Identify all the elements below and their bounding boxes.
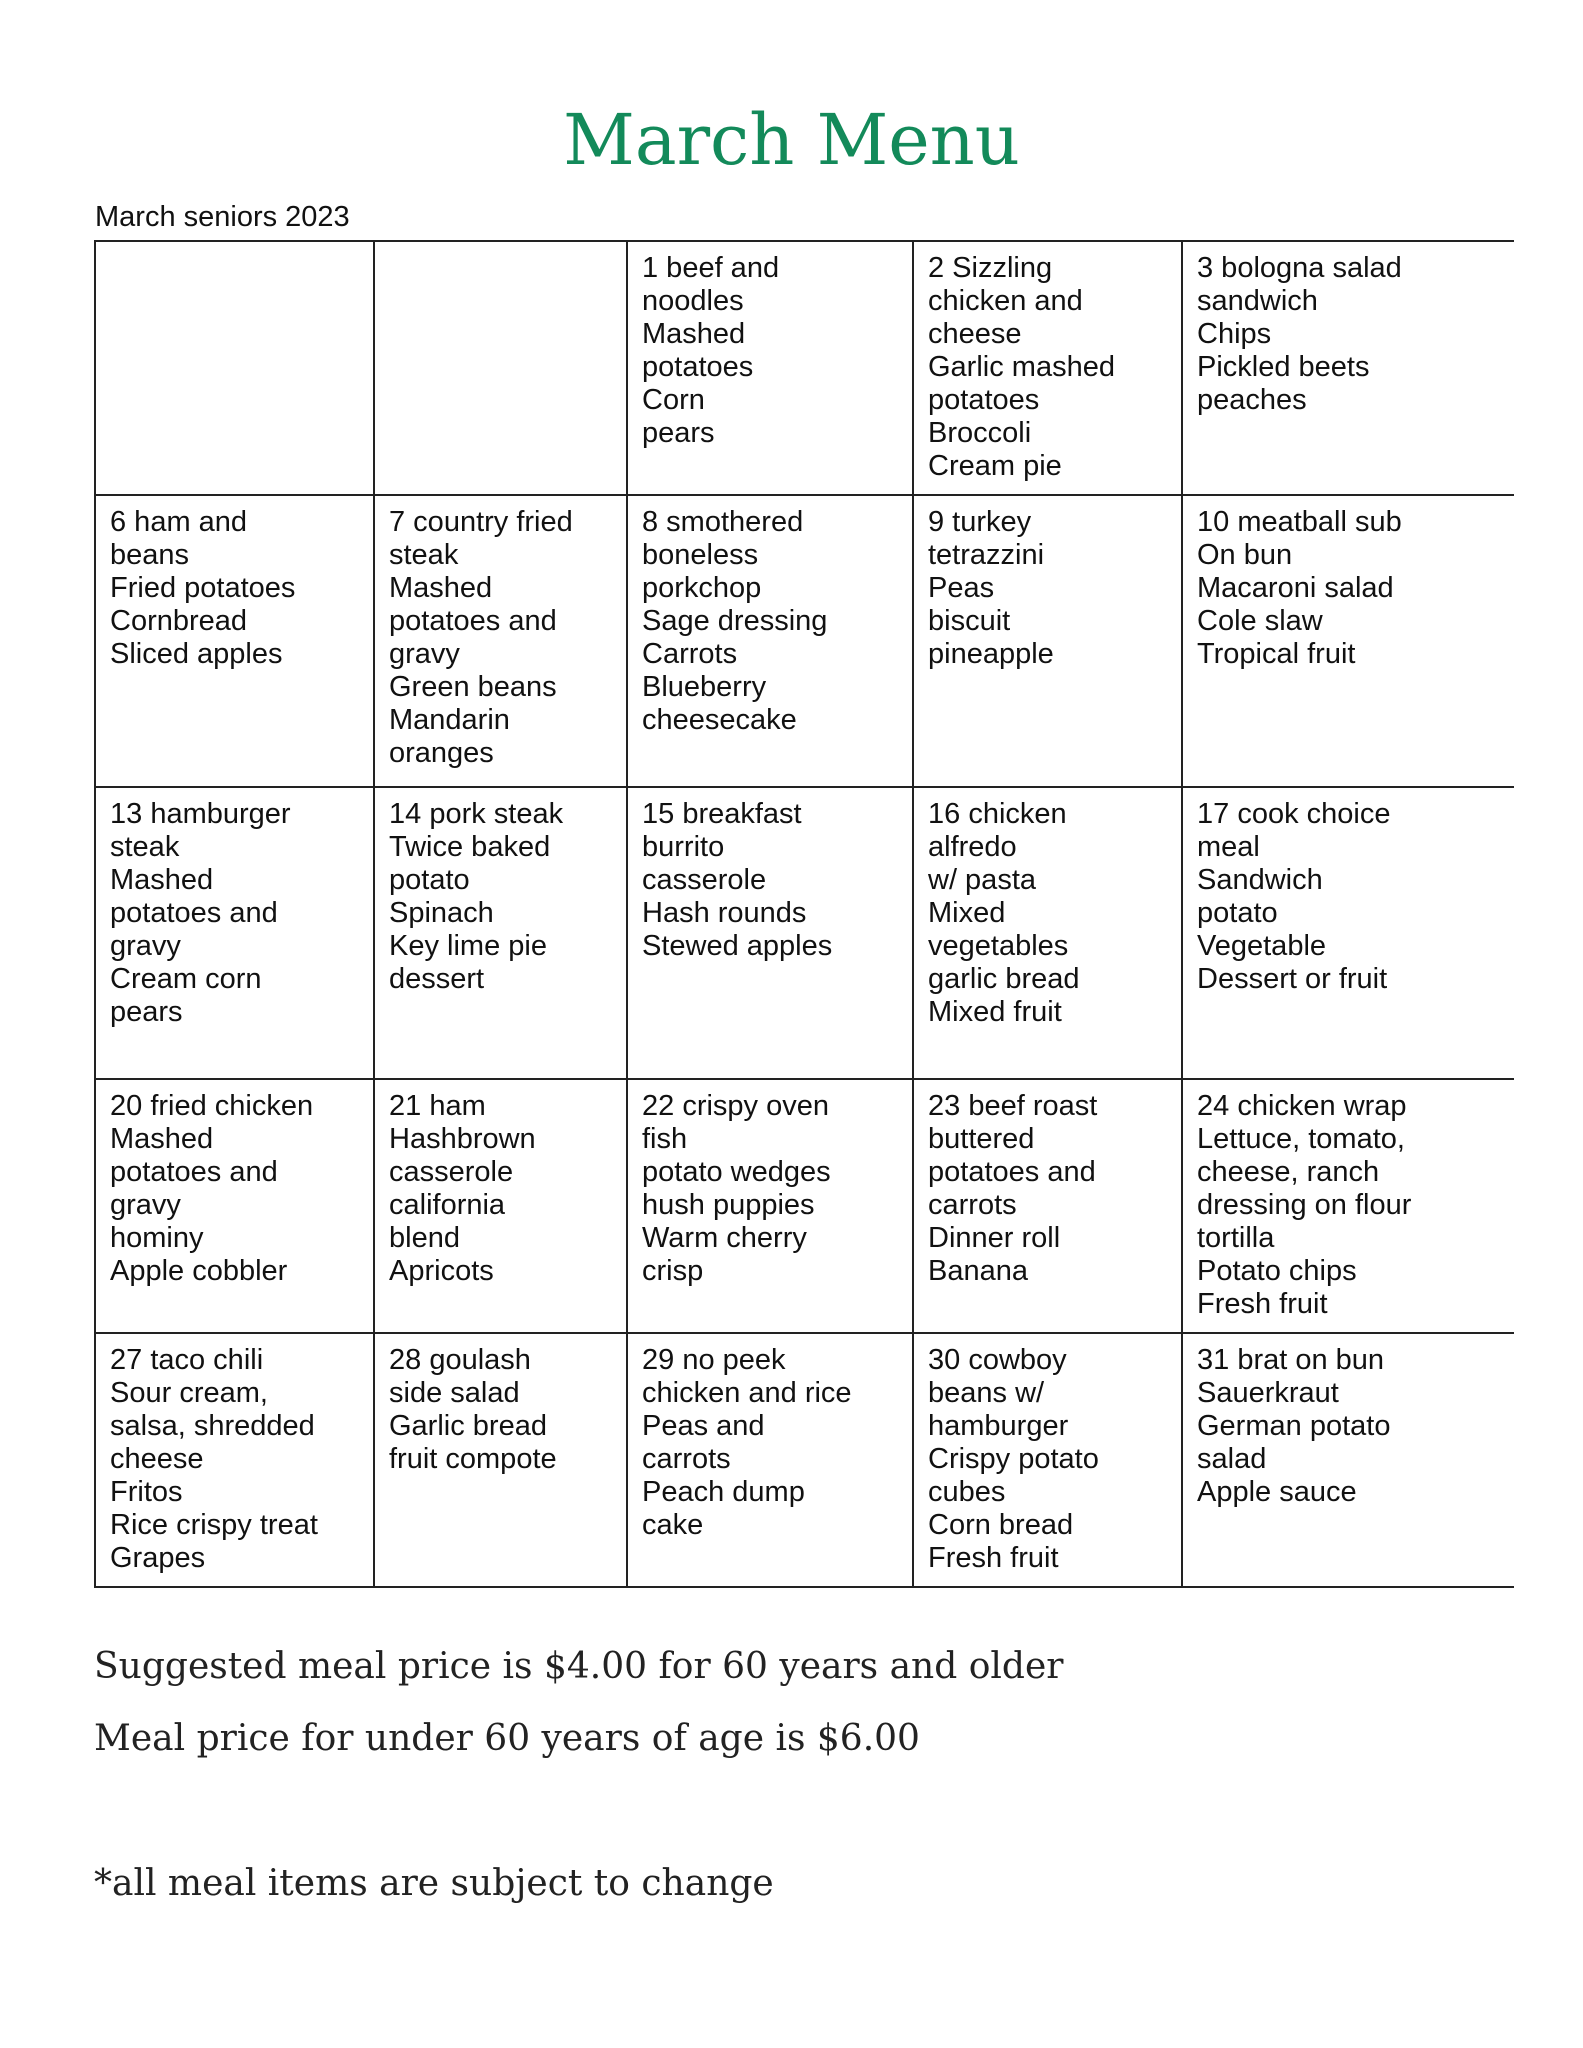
menu-item-line: pears bbox=[110, 996, 183, 1028]
menu-item-line: Garlic mashed bbox=[928, 351, 1115, 383]
menu-item-line: carrots bbox=[928, 1189, 1017, 1221]
menu-item-line: 8 smothered bbox=[642, 506, 804, 538]
menu-day-cell bbox=[374, 1333, 627, 1587]
menu-item-line: Fresh fruit bbox=[928, 1542, 1059, 1574]
menu-item-line: Cornbread bbox=[110, 605, 248, 637]
menu-item-line: vegetables bbox=[928, 930, 1069, 962]
menu-item-line: Pickled beets bbox=[1197, 351, 1370, 383]
menu-item-line: tetrazzini bbox=[928, 539, 1045, 571]
menu-item-line: 22 crispy oven bbox=[642, 1090, 829, 1122]
menu-item-line: 9 turkey bbox=[928, 506, 1032, 538]
menu-day-cell bbox=[95, 1079, 374, 1333]
menu-item-line: 13 hamburger bbox=[110, 798, 291, 830]
menu-item-line: 27 taco chili bbox=[110, 1344, 264, 1376]
menu-item-line: Tropical fruit bbox=[1197, 638, 1356, 670]
menu-item-line: Carrots bbox=[642, 638, 738, 670]
menu-item-line: Mixed fruit bbox=[928, 996, 1062, 1028]
menu-day-cell bbox=[95, 787, 374, 1079]
menu-item-line: beans bbox=[110, 539, 190, 571]
menu-item-line: Lettuce, tomato, bbox=[1197, 1123, 1405, 1155]
menu-item-line: Twice baked bbox=[389, 831, 551, 863]
menu-item-line: Sandwich bbox=[1197, 864, 1323, 896]
menu-item-line: potatoes and bbox=[928, 1156, 1096, 1188]
menu-item-line: buttered bbox=[928, 1123, 1035, 1155]
menu-item-line: Rice crispy treat bbox=[110, 1509, 318, 1541]
menu-day-cell bbox=[627, 495, 913, 787]
menu-day-cell bbox=[1182, 1333, 1514, 1587]
menu-week-row bbox=[95, 1333, 1514, 1587]
menu-item-line: salad bbox=[1197, 1443, 1267, 1475]
menu-item-line: cheese bbox=[928, 318, 1022, 350]
menu-item-line: Banana bbox=[928, 1255, 1028, 1287]
menu-item-line: side salad bbox=[389, 1377, 520, 1409]
menu-day-cell bbox=[1182, 1079, 1514, 1333]
menu-day-cell bbox=[95, 1333, 374, 1587]
menu-item-line: biscuit bbox=[928, 605, 1011, 637]
menu-item-line: gravy bbox=[110, 1189, 181, 1221]
menu-item-line: oranges bbox=[389, 737, 494, 769]
menu-item-line: Green beans bbox=[389, 671, 557, 703]
menu-item-line: 30 cowboy bbox=[928, 1344, 1067, 1376]
menu-item-line: Corn bbox=[642, 384, 705, 416]
menu-item-line: Hashbrown bbox=[389, 1123, 536, 1155]
menu-item-line: On bun bbox=[1197, 539, 1293, 571]
menu-item-line: Cream corn bbox=[110, 963, 262, 995]
menu-item-line: Grapes bbox=[110, 1542, 206, 1574]
menu-item-line: 7 country fried bbox=[389, 506, 573, 538]
menu-item-line: Corn bread bbox=[928, 1509, 1074, 1541]
menu-item-line: Potato chips bbox=[1197, 1255, 1357, 1287]
menu-item-line: 28 goulash bbox=[389, 1344, 531, 1376]
menu-item-line: Warm cherry bbox=[642, 1222, 807, 1254]
menu-item-line: gravy bbox=[389, 638, 460, 670]
menu-item-line: porkchop bbox=[642, 572, 762, 604]
menu-item-line: Crispy potato bbox=[928, 1443, 1099, 1475]
menu-item-line: Peas and bbox=[642, 1410, 765, 1442]
menu-item-line: Sliced apples bbox=[110, 638, 283, 670]
menu-item-line: Hash rounds bbox=[642, 897, 807, 929]
menu-item-line: Cole slaw bbox=[1197, 605, 1323, 637]
menu-item-line: Mashed bbox=[110, 864, 214, 896]
menu-item-line: 29 no peek bbox=[642, 1344, 786, 1376]
menu-day-cell bbox=[1182, 787, 1514, 1079]
menu-item-line: garlic bread bbox=[928, 963, 1080, 995]
menu-item-line: Key lime pie bbox=[389, 930, 547, 962]
menu-item-line: 24 chicken wrap bbox=[1197, 1090, 1407, 1122]
menu-item-line: cheesecake bbox=[642, 704, 797, 736]
menu-item-line: sandwich bbox=[1197, 285, 1318, 317]
menu-item-line: hush puppies bbox=[642, 1189, 815, 1221]
menu-item-line: 16 chicken bbox=[928, 798, 1067, 830]
menu-item-line: fruit compote bbox=[389, 1443, 557, 1475]
menu-item-line: tortilla bbox=[1197, 1222, 1275, 1254]
menu-day-cell bbox=[627, 241, 913, 495]
menu-item-line: Dinner roll bbox=[928, 1222, 1061, 1254]
menu-item-line: burrito bbox=[642, 831, 725, 863]
menu-subtitle: March seniors 2023 bbox=[95, 201, 350, 233]
menu-item-line: Mashed bbox=[389, 572, 493, 604]
empty-day-cell bbox=[374, 241, 627, 495]
menu-item-line: potatoes and bbox=[110, 897, 278, 929]
menu-day-cell bbox=[1182, 495, 1514, 787]
menu-item-line: Blueberry bbox=[642, 671, 767, 703]
menu-item-line: noodles bbox=[642, 285, 744, 317]
menu-item-line: cheese bbox=[110, 1443, 204, 1475]
menu-item-line: Garlic bread bbox=[389, 1410, 547, 1442]
menu-item-line: Mashed bbox=[642, 318, 746, 350]
menu-item-line: potato bbox=[1197, 897, 1278, 929]
menu-item-line: Macaroni salad bbox=[1197, 572, 1394, 604]
menu-week-row bbox=[95, 495, 1514, 787]
menu-day-cell bbox=[627, 1333, 913, 1587]
menu-item-line: 14 pork steak bbox=[389, 798, 564, 830]
menu-item-line: 3 bologna salad bbox=[1197, 252, 1402, 284]
menu-item-line: potato bbox=[389, 864, 470, 896]
menu-item-line: crisp bbox=[642, 1255, 704, 1287]
menu-item-line: california bbox=[389, 1189, 506, 1221]
menu-day-cell bbox=[627, 787, 913, 1079]
menu-day-cell bbox=[913, 1079, 1182, 1333]
menu-calendar-table bbox=[94, 240, 1514, 1588]
menu-item-line: 6 ham and bbox=[110, 506, 248, 538]
menu-item-line: cheese, ranch bbox=[1197, 1156, 1380, 1188]
page-title: March Menu bbox=[563, 99, 1020, 181]
menu-week-row bbox=[95, 241, 1514, 495]
menu-item-line: boneless bbox=[642, 539, 759, 571]
menu-item-line: Apricots bbox=[389, 1255, 494, 1287]
menu-item-line: 21 ham bbox=[389, 1090, 486, 1122]
menu-item-line: Apple cobbler bbox=[110, 1255, 288, 1287]
menu-item-line: Fried potatoes bbox=[110, 572, 296, 604]
menu-day-cell bbox=[374, 1079, 627, 1333]
menu-item-line: w/ pasta bbox=[928, 864, 1036, 896]
menu-item-line: fish bbox=[642, 1123, 688, 1155]
menu-item-line: Fresh fruit bbox=[1197, 1288, 1328, 1320]
menu-item-line: Mandarin bbox=[389, 704, 510, 736]
menu-item-line: Sage dressing bbox=[642, 605, 828, 637]
menu-item-line: steak bbox=[389, 539, 459, 571]
menu-item-line: pineapple bbox=[928, 638, 1054, 670]
menu-item-line: Sauerkraut bbox=[1197, 1377, 1339, 1409]
menu-item-line: Stewed apples bbox=[642, 930, 833, 962]
menu-item-line: cake bbox=[642, 1509, 704, 1541]
menu-day-cell bbox=[913, 787, 1182, 1079]
menu-item-line: Peach dump bbox=[642, 1476, 805, 1508]
menu-item-line: Broccoli bbox=[928, 417, 1032, 449]
menu-item-line: hominy bbox=[110, 1222, 204, 1254]
menu-item-line: 15 breakfast bbox=[642, 798, 802, 830]
menu-item-line: 1 beef and bbox=[642, 252, 780, 284]
menu-item-line: salsa, shredded bbox=[110, 1410, 315, 1442]
menu-item-line: beans w/ bbox=[928, 1377, 1045, 1409]
menu-item-line: dressing on flour bbox=[1197, 1189, 1412, 1221]
empty-day-cell bbox=[95, 241, 374, 495]
menu-item-line: 10 meatball sub bbox=[1197, 506, 1402, 538]
menu-item-line: potatoes bbox=[642, 351, 754, 383]
menu-day-cell bbox=[913, 1333, 1182, 1587]
menu-item-line: German potato bbox=[1197, 1410, 1391, 1442]
menu-item-line: potatoes and bbox=[389, 605, 557, 637]
menu-day-cell bbox=[374, 495, 627, 787]
menu-item-line: 20 fried chicken bbox=[110, 1090, 314, 1122]
menu-item-line: 17 cook choice bbox=[1197, 798, 1391, 830]
menu-item-line: blend bbox=[389, 1222, 460, 1254]
menu-item-line: potato wedges bbox=[642, 1156, 831, 1188]
menu-day-cell bbox=[627, 1079, 913, 1333]
menu-item-line: Mixed bbox=[928, 897, 1006, 929]
menu-item-line: casserole bbox=[642, 864, 767, 896]
menu-item-line: chicken and rice bbox=[642, 1377, 852, 1409]
menu-item-line: Fritos bbox=[110, 1476, 183, 1508]
menu-item-line: Apple sauce bbox=[1197, 1476, 1357, 1508]
menu-item-line: peaches bbox=[1197, 384, 1307, 416]
menu-week-row bbox=[95, 787, 1514, 1079]
menu-item-line: alfredo bbox=[928, 831, 1017, 863]
under-60-price-note: Meal price for under 60 years of age is $6.00 bbox=[94, 1718, 920, 1759]
menu-day-cell bbox=[913, 241, 1182, 495]
menu-item-line: steak bbox=[110, 831, 180, 863]
menu-item-line: carrots bbox=[642, 1443, 731, 1475]
menu-item-line: Peas bbox=[928, 572, 995, 604]
menu-item-line: meal bbox=[1197, 831, 1260, 863]
menu-item-line: potatoes bbox=[928, 384, 1040, 416]
disclaimer-note: *all meal items are subject to change bbox=[94, 1863, 774, 1904]
menu-day-cell bbox=[913, 495, 1182, 787]
menu-item-line: 2 Sizzling bbox=[928, 252, 1053, 284]
senior-price-note: Suggested meal price is $4.00 for 60 years and older bbox=[94, 1646, 1064, 1687]
menu-day-cell bbox=[1182, 241, 1514, 495]
menu-item-line: chicken and bbox=[928, 285, 1083, 317]
menu-item-line: Mashed bbox=[110, 1123, 214, 1155]
menu-item-line: Spinach bbox=[389, 897, 494, 929]
menu-item-line: potatoes and bbox=[110, 1156, 278, 1188]
menu-item-line: casserole bbox=[389, 1156, 514, 1188]
menu-item-line: pears bbox=[642, 417, 715, 449]
menu-item-line: Vegetable bbox=[1197, 930, 1327, 962]
menu-item-line: dessert bbox=[389, 963, 485, 995]
menu-item-line: 23 beef roast bbox=[928, 1090, 1098, 1122]
menu-day-cell bbox=[374, 787, 627, 1079]
menu-item-line: Chips bbox=[1197, 318, 1272, 350]
menu-day-cell bbox=[95, 495, 374, 787]
menu-item-line: hamburger bbox=[928, 1410, 1069, 1442]
menu-item-line: Sour cream, bbox=[110, 1377, 268, 1409]
menu-item-line: cubes bbox=[928, 1476, 1006, 1508]
menu-item-line: gravy bbox=[110, 930, 181, 962]
menu-item-line: Dessert or fruit bbox=[1197, 963, 1388, 995]
menu-week-row bbox=[95, 1079, 1514, 1333]
menu-item-line: Cream pie bbox=[928, 450, 1062, 482]
menu-item-line: 31 brat on bun bbox=[1197, 1344, 1385, 1376]
